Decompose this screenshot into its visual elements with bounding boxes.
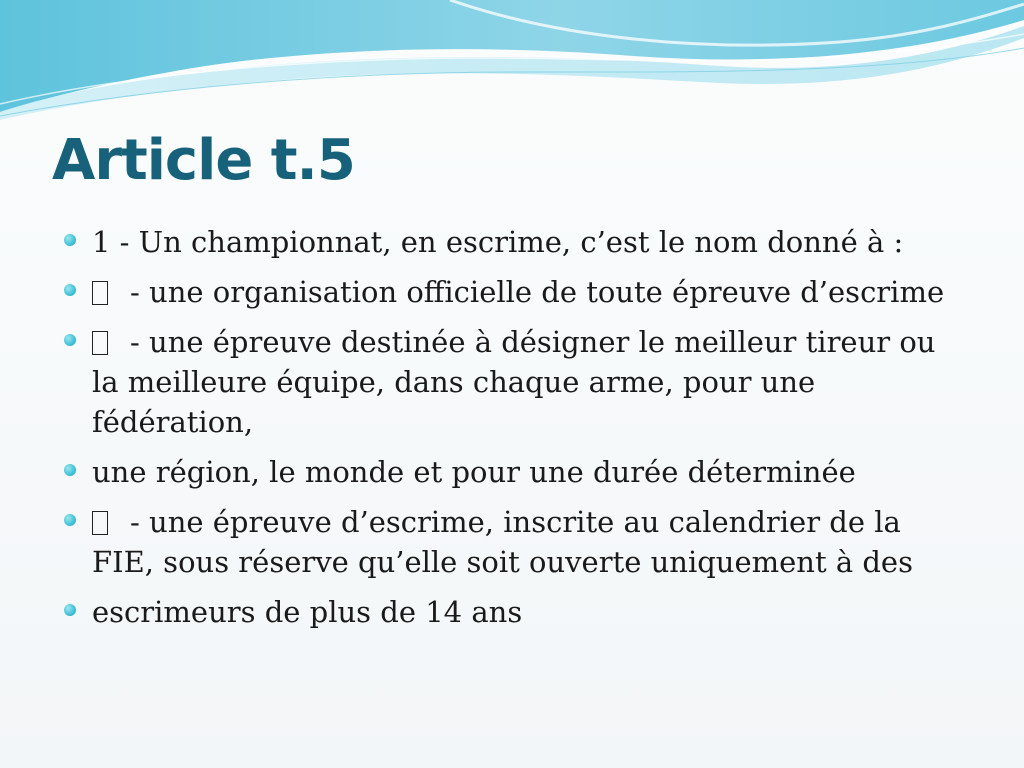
bullet-list — [62, 222, 962, 642]
bullet-dot-icon — [64, 234, 76, 246]
checkbox-icon — [92, 511, 108, 535]
bullet-item — [62, 272, 962, 312]
bullet-dot-icon — [64, 334, 76, 346]
checkbox-icon — [92, 281, 108, 305]
bullet-text: escrimeurs de plus de 14 ans — [92, 595, 523, 629]
bullet-item — [62, 452, 962, 492]
bullet-item — [62, 592, 962, 632]
bullet-dot-icon — [64, 514, 76, 526]
slide-title: Article t.5 — [52, 128, 355, 193]
bullet-text: - une organisation officielle de toute épreuve d’escrime — [130, 275, 945, 309]
bullet-dot-icon — [64, 604, 76, 616]
bullet-item — [62, 502, 962, 582]
bullet-dot-icon — [64, 284, 76, 296]
bullet-text: 1 - Un championnat, en escrime, c’est le nom donné à : — [92, 225, 904, 259]
bullet-item — [62, 222, 962, 262]
checkbox-icon — [92, 331, 108, 355]
bullet-dot-icon — [64, 464, 76, 476]
bullet-text: - une épreuve destinée à désigner le meilleur tireur ou la meilleure équipe, dans chaque arme, pour une fédération, — [92, 325, 936, 439]
header-wave-decoration — [0, 0, 1024, 120]
bullet-text: une région, le monde et pour une durée déterminée — [92, 455, 856, 489]
bullet-item — [62, 322, 962, 442]
bullet-text: - une épreuve d’escrime, inscrite au calendrier de la FIE, sous réserve qu’elle soit ouverte uniquement à des — [92, 505, 913, 579]
